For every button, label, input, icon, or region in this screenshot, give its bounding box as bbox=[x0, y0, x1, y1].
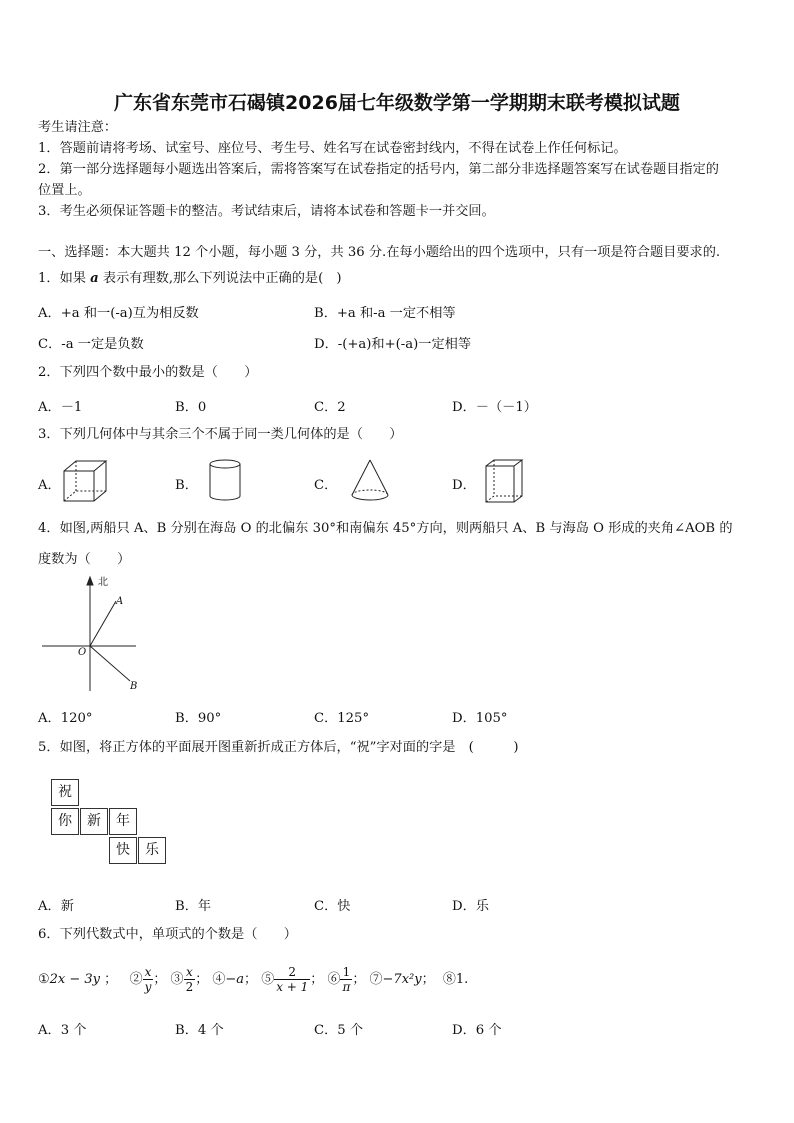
variable-a: a bbox=[90, 271, 99, 286]
question-4-stem: 4．如图,两船只 A、B 分别在海岛 O 的北偏东 30°和南偏东 45°方向，则两船只 A、B 与海岛 O 形成的夹角∠AOB 的 bbox=[38, 521, 733, 536]
expr-7: −7x²y bbox=[382, 972, 422, 987]
north-label: 北 bbox=[98, 577, 108, 588]
expr-4: −a bbox=[225, 972, 245, 987]
question-6-stem: 6．下列代数式中，单项式的个数是（ ） bbox=[38, 927, 297, 942]
net-cell-le: 乐 bbox=[138, 837, 166, 864]
point-b-label: B bbox=[130, 681, 138, 692]
q5-option-a[interactable]: A．新 bbox=[38, 899, 74, 914]
direction-figure bbox=[38, 573, 158, 698]
q1-option-c[interactable]: C．-a 一定是负数 bbox=[38, 337, 144, 352]
point-a-label: A bbox=[116, 596, 124, 607]
q3-option-a[interactable]: A． bbox=[38, 478, 61, 493]
q5-option-c[interactable]: C．快 bbox=[314, 899, 351, 914]
notice-item-2-cont: 位置上。 bbox=[38, 183, 91, 198]
net-cell-nian: 年 bbox=[109, 808, 137, 835]
prism-figure bbox=[482, 456, 526, 506]
question-4-stem-cont: 度数为（ ） bbox=[38, 552, 131, 567]
q4-option-d[interactable]: D．105° bbox=[452, 711, 508, 726]
net-cell-xin: 新 bbox=[80, 808, 108, 835]
expression-list: ①2x − 3y ； ② $\frac{x}{y}$ ； ③ $\frac{x}{2}$ ； ④−a； ⑤ $\frac{2}{x + 1}$ ； ⑥ $\frac{1}{\pi}$ ； ⑦−7x²y； ⑧1. bbox=[38, 965, 469, 994]
q1-option-b[interactable]: B．+a 和-a 一定不相等 bbox=[314, 306, 456, 321]
q2-option-b[interactable]: B．0 bbox=[175, 400, 207, 415]
notice-item-3: 3．考生必须保证答题卡的整洁。考试结束后，请将本试卷和答题卡一并交回。 bbox=[38, 204, 495, 219]
expr-1: 2x − 3y bbox=[49, 972, 101, 987]
notice-item-1: 1．答题前请将考场、试室号、座位号、考生号、姓名写在试卷密封线内，不得在试卷上作任何标记。 bbox=[38, 141, 627, 156]
q2-option-a[interactable]: A．－1 bbox=[38, 400, 83, 415]
q4-option-a[interactable]: A．120° bbox=[38, 711, 93, 726]
q2-option-c[interactable]: C．2 bbox=[314, 400, 346, 415]
expr-8: ⑧1. bbox=[442, 972, 469, 987]
q4-option-c[interactable]: C．125° bbox=[314, 711, 370, 726]
q6-option-a[interactable]: A．3 个 bbox=[38, 1023, 87, 1038]
section-heading: 一、选择题：本大题共 12 个小题，每小题 3 分，共 36 分.在每小题给出的四个选项中，只有一项是符合题目要求的. bbox=[38, 245, 721, 260]
question-5-stem: 5．如图，将正方体的平面展开图重新折成正方体后，“祝”字对面的字是 ( ) bbox=[38, 740, 519, 755]
net-cell-kuai: 快 bbox=[109, 837, 137, 864]
q6-option-b[interactable]: B．4 个 bbox=[175, 1023, 224, 1038]
q5-option-b[interactable]: B．年 bbox=[175, 899, 212, 914]
notice-item-2: 2．第一部分选择题每小题选出答案后，需将答案写在试卷指定的括号内，第二部分非选择题答案写在试卷题目指定的 bbox=[38, 162, 719, 177]
q3-option-b[interactable]: B． bbox=[175, 478, 198, 493]
notice-heading: 考生请注意： bbox=[38, 120, 118, 135]
expr-5: $\frac{2}{x + 1}$ bbox=[276, 965, 309, 994]
page-title: 广东省东莞市石碣镇2026届七年级数学第一学期期末联考模拟试题 bbox=[114, 92, 680, 114]
cone-figure bbox=[348, 458, 392, 504]
net-cell-ni: 你 bbox=[51, 808, 79, 835]
q6-option-c[interactable]: C．5 个 bbox=[314, 1023, 364, 1038]
cube-figure bbox=[60, 458, 110, 504]
question-2-stem: 2．下列四个数中最小的数是（ ） bbox=[38, 365, 258, 380]
q1-option-d[interactable]: D．-(+a)和+(-a)一定相等 bbox=[314, 337, 472, 352]
net-cell-zhu: 祝 bbox=[51, 779, 79, 806]
q3-option-c[interactable]: C． bbox=[314, 478, 338, 493]
expr-6: $\frac{1}{\pi}$ bbox=[342, 965, 351, 994]
expr-2: $\frac{x}{y}$ bbox=[144, 965, 152, 994]
q5-option-d[interactable]: D．乐 bbox=[452, 899, 489, 914]
q1-option-a[interactable]: A．+a 和一(-a)互为相反数 bbox=[38, 306, 199, 321]
expr-3: $\frac{x}{2}$ bbox=[185, 965, 194, 994]
q4-option-b[interactable]: B．90° bbox=[175, 711, 222, 726]
q3-option-d[interactable]: D． bbox=[452, 478, 476, 493]
point-o-label: O bbox=[78, 647, 87, 658]
cylinder-figure bbox=[205, 458, 245, 504]
question-1-stem: 1．如果 a 表示有理数,那么下列说法中正确的是( ) bbox=[38, 271, 342, 286]
q2-option-d[interactable]: D．－（－1） bbox=[452, 400, 537, 415]
question-3-stem: 3．下列几何体中与其余三个不属于同一类几何体的是（ ） bbox=[38, 427, 403, 442]
q6-option-d[interactable]: D．6 个 bbox=[452, 1023, 502, 1038]
